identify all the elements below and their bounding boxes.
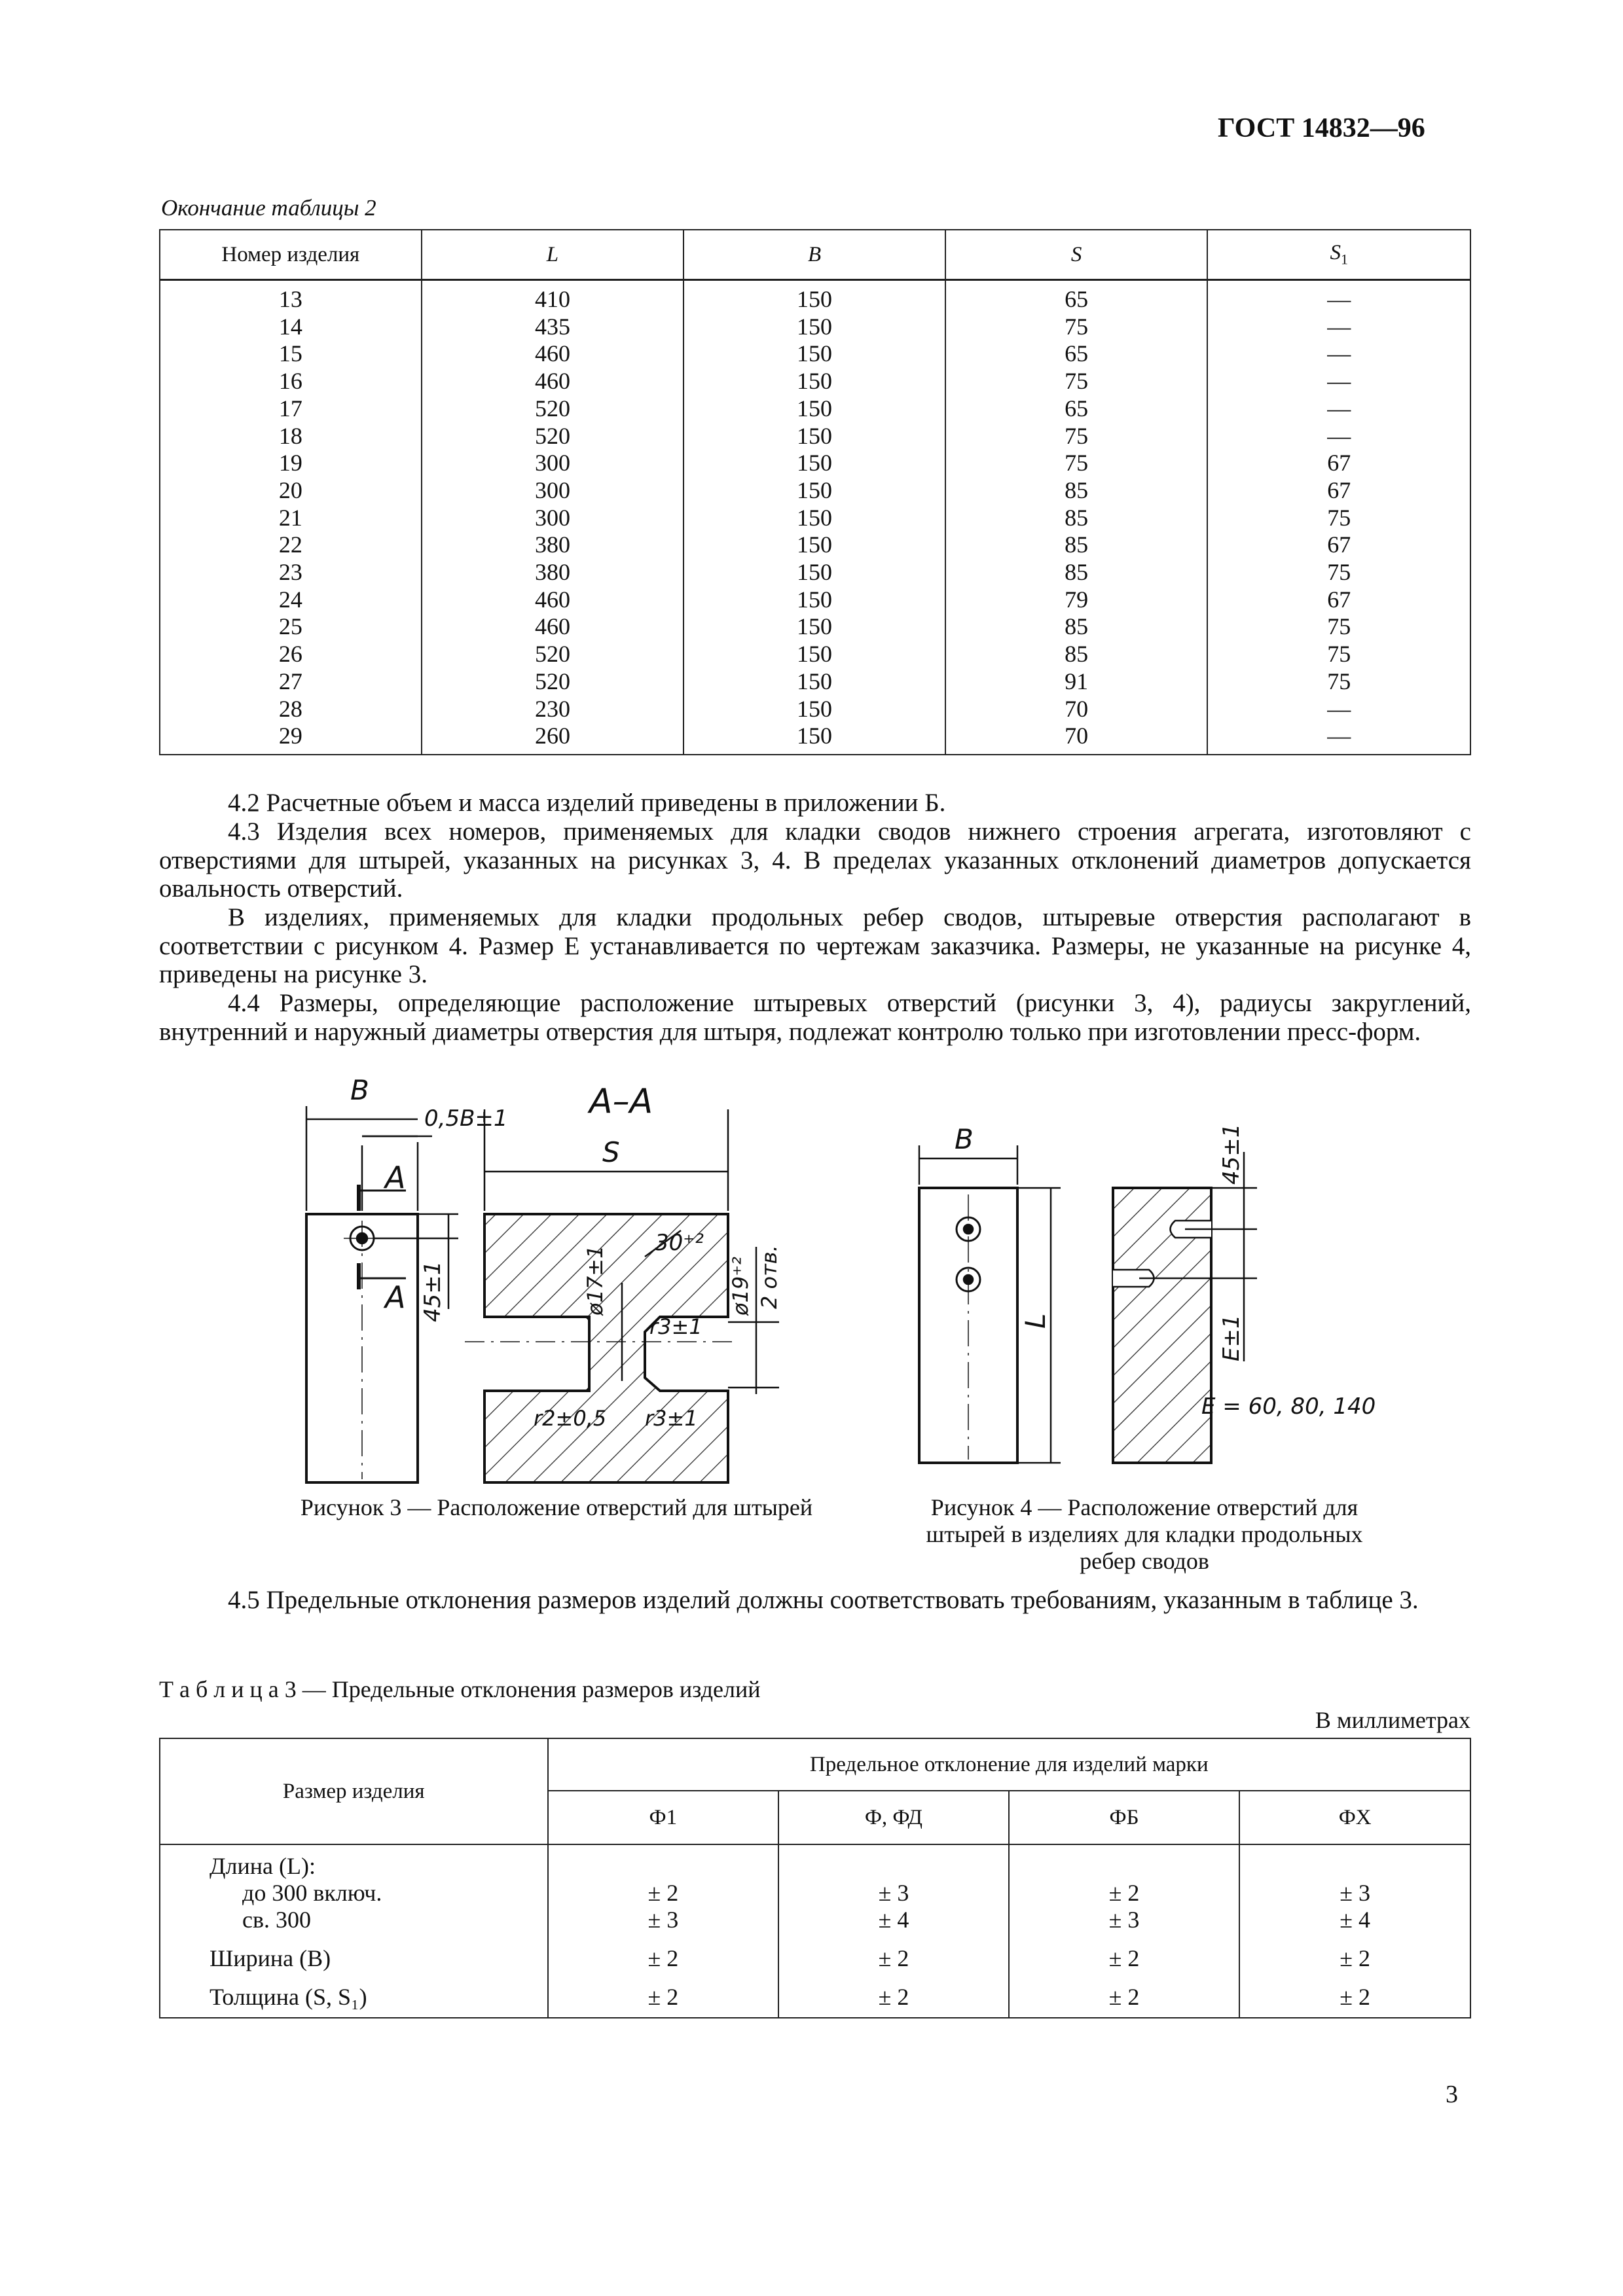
table-cell: 150 (684, 641, 945, 668)
col-header-B: B (684, 230, 945, 280)
table-cell: ± 3 (778, 1880, 1009, 1907)
table3-row-label: Толщина (S, S₁) (160, 1972, 548, 2018)
table-cell: 14 (160, 314, 422, 341)
table-cell: 20 (160, 477, 422, 505)
table-cell (778, 1844, 1009, 1880)
table-cell: 85 (945, 531, 1208, 559)
table-cell: ± 2 (1009, 1880, 1240, 1907)
table-row (160, 641, 1470, 668)
table-cell: 23 (160, 559, 422, 586)
table-row (160, 1907, 1470, 1933)
fig3-label-B: B (350, 1074, 369, 1106)
paragraph-4-3b: В изделиях, применяемых для кладки продольных ребер сводов, штыревые отверстия располагают в соответствии с рисунком 4. Размер E устанавливается по чертежам заказчика. Размеры, не указанные на рисунке 4, приведены на рисунке 3. (159, 903, 1471, 988)
table-cell: 520 (422, 423, 684, 450)
table-cell: 85 (945, 559, 1208, 586)
table-row (160, 280, 1470, 314)
table-row (160, 1972, 1470, 2018)
paragraph-4-5: 4.5 Предельные отклонения размеров изделий должны соответствовать требованиям, указанным в таблице 3. (228, 1586, 1419, 1614)
table3-row-label: Длина (L): (160, 1844, 548, 1880)
col-header-S: S (945, 230, 1208, 280)
fig4-label-E-values: E = 60, 80, 140 (1201, 1393, 1376, 1420)
table-row (160, 505, 1470, 532)
fig3-label-half-b: 0,5B±1 (424, 1105, 508, 1132)
table-cell: 150 (684, 696, 945, 723)
table-row (160, 423, 1470, 450)
table-cell: 75 (1207, 613, 1470, 641)
table-cell: 75 (945, 423, 1208, 450)
table-cell: 75 (945, 368, 1208, 395)
table-row (160, 314, 1470, 341)
table-cell: ± 2 (548, 1972, 779, 2018)
table-cell: 67 (1207, 531, 1470, 559)
table2 (159, 229, 1471, 755)
table3-col-group: Предельное отклонение для изделий марки (548, 1738, 1470, 1791)
table-cell: 150 (684, 586, 945, 614)
table-row (160, 613, 1470, 641)
table-cell: 150 (684, 559, 945, 586)
paragraph-4-4: 4.4 Размеры, определяющие расположение штыревых отверстий (рисунки 3, 4), радиусы закруглений, внутренний и наружный диаметры отверстия для штыря, подлежат контролю только при изготовлении пресс-форм. (159, 989, 1471, 1046)
table-cell: 150 (684, 340, 945, 368)
table-cell: ± 2 (1009, 1933, 1240, 1972)
figure-3-caption: Рисунок 3 — Расположение отверстий для штырей (300, 1494, 813, 1520)
table-cell: 380 (422, 559, 684, 586)
table-cell: — (1207, 314, 1470, 341)
table-row (160, 586, 1470, 614)
fig3-label-section: A–A (589, 1082, 653, 1121)
table3-grade-f1: Ф1 (548, 1791, 779, 1844)
table-cell: 260 (422, 723, 684, 755)
fig3-label-angle: 30⁺² (655, 1230, 704, 1256)
table-cell: 85 (945, 477, 1208, 505)
table-cell: ± 2 (778, 1972, 1009, 2018)
table3-body (160, 1844, 1470, 2018)
table-cell: 300 (422, 505, 684, 532)
table3-row-label: св. 300 (160, 1907, 548, 1933)
table-cell: 75 (1207, 559, 1470, 586)
table-cell: 150 (684, 477, 945, 505)
table-cell: 150 (684, 723, 945, 755)
table-cell: — (1207, 723, 1470, 755)
table-cell: 150 (684, 531, 945, 559)
page-number: 3 (1446, 2081, 1458, 2108)
fig3-label-S: S (602, 1136, 620, 1168)
table-cell: 520 (422, 641, 684, 668)
fig3-label-d17: ø17±1 (583, 1245, 608, 1316)
table-cell: ± 2 (1239, 1933, 1470, 1972)
table-row (160, 477, 1470, 505)
table-cell: 21 (160, 505, 422, 532)
table-cell: 75 (1207, 505, 1470, 532)
fig4-label-B: B (955, 1123, 974, 1155)
table-cell: 460 (422, 340, 684, 368)
fig4-label-L: L (1019, 1313, 1051, 1329)
table-cell: 520 (422, 395, 684, 423)
fig3-label-45: 45±1 (420, 1261, 446, 1322)
table-cell: 150 (684, 668, 945, 696)
table-cell: 25 (160, 613, 422, 641)
table-cell: ± 2 (778, 1933, 1009, 1972)
table-cell (1009, 1844, 1240, 1880)
table-cell: — (1207, 423, 1470, 450)
figure-4-caption: Рисунок 4 — Расположение отверстий для штырей в изделиях для кладки продольных ребер сводов (926, 1494, 1363, 1574)
table-row (160, 1933, 1470, 1972)
table-cell: 27 (160, 668, 422, 696)
table-cell: ± 4 (1239, 1907, 1470, 1933)
fig3-label-A2: A (385, 1280, 406, 1315)
table-cell: — (1207, 340, 1470, 368)
table-cell: — (1207, 696, 1470, 723)
table-cell: 19 (160, 450, 422, 477)
table-cell: 410 (422, 280, 684, 314)
table-cell: 67 (1207, 586, 1470, 614)
table3-grade-fb: ФБ (1009, 1791, 1240, 1844)
table-cell: 67 (1207, 477, 1470, 505)
table-cell: 435 (422, 314, 684, 341)
table-cell: 460 (422, 613, 684, 641)
col-header-S1: $S_1$ (1207, 230, 1470, 280)
table-cell: — (1207, 395, 1470, 423)
table-cell: 22 (160, 531, 422, 559)
paragraph-4-2: 4.2 Расчетные объем и масса изделий приведены в приложении Б. (228, 789, 946, 817)
table-cell: ± 3 (1009, 1907, 1240, 1933)
table-cell: 65 (945, 395, 1208, 423)
table-cell: 65 (945, 340, 1208, 368)
fig3-label-A1: A (385, 1160, 406, 1195)
table-cell: 150 (684, 314, 945, 341)
table2-caption: Окончание таблицы 2 (161, 195, 376, 221)
table-cell: 26 (160, 641, 422, 668)
table-row (160, 340, 1470, 368)
table-cell: ± 3 (548, 1907, 779, 1933)
table-cell: 16 (160, 368, 422, 395)
table3-units: В миллиметрах (1315, 1707, 1470, 1733)
table-row (160, 395, 1470, 423)
table3-col-size: Размер изделия (160, 1738, 548, 1844)
table-cell: 85 (945, 641, 1208, 668)
fig4-label-45: 45±1 (1218, 1123, 1245, 1185)
table-row (160, 450, 1470, 477)
table-row (160, 696, 1470, 723)
figure-4-drawing (903, 1113, 1427, 1479)
table-cell: 65 (945, 280, 1208, 314)
col-header-L: L (422, 230, 684, 280)
table-cell: 15 (160, 340, 422, 368)
standard-header: ГОСТ 14832—96 (1218, 113, 1425, 143)
table2-body (160, 280, 1470, 755)
table-row (160, 723, 1470, 755)
table-cell: 70 (945, 723, 1208, 755)
table-cell: 460 (422, 368, 684, 395)
paragraph-4-3: 4.3 Изделия всех номеров, применяемых для кладки сводов нижнего строения агрегата, изготовляют с отверстиями для штырей, указанных на рисунках 3, 4. В пределах указанных отклонений диаметров допускается овальность отверстий. (159, 817, 1471, 903)
table-cell: — (1207, 368, 1470, 395)
figure-3-drawing (275, 1073, 864, 1492)
table-cell: 24 (160, 586, 422, 614)
table-cell (1239, 1844, 1470, 1880)
table-cell: 28 (160, 696, 422, 723)
table-cell (548, 1844, 779, 1880)
table-cell: 91 (945, 668, 1208, 696)
table-cell: ± 2 (548, 1880, 779, 1907)
table-cell: 150 (684, 505, 945, 532)
table-cell: 17 (160, 395, 422, 423)
table-cell: 75 (945, 450, 1208, 477)
fig3-label-r2: r2±0,5 (534, 1406, 607, 1431)
table3-grade-fh: ФХ (1239, 1791, 1470, 1844)
table-cell: 85 (945, 613, 1208, 641)
table3 (159, 1738, 1471, 2018)
table-cell: 300 (422, 477, 684, 505)
fig3-label-r3b: r3±1 (645, 1406, 698, 1431)
fig3-label-d19: ø19⁺² (728, 1256, 753, 1316)
table-cell: 13 (160, 280, 422, 314)
table-cell: 75 (945, 314, 1208, 341)
table-cell: 67 (1207, 450, 1470, 477)
table-cell: ± 4 (778, 1907, 1009, 1933)
table-row (160, 668, 1470, 696)
table-cell: 85 (945, 505, 1208, 532)
col-header-number: Номер изделия (160, 230, 422, 280)
table-cell: 150 (684, 423, 945, 450)
fig3-label-r3a: r3±1 (649, 1314, 702, 1339)
table-cell: 230 (422, 696, 684, 723)
table-cell: ± 2 (1239, 1972, 1470, 2018)
table-cell: 300 (422, 450, 684, 477)
table-row (160, 1880, 1470, 1907)
table-cell: 79 (945, 586, 1208, 614)
table-cell: 520 (422, 668, 684, 696)
table-cell: 150 (684, 368, 945, 395)
table-cell: 75 (1207, 641, 1470, 668)
fig4-label-E: E±1 (1218, 1314, 1245, 1361)
table-cell: 150 (684, 280, 945, 314)
table-cell: 29 (160, 723, 422, 755)
table3-row-label: Ширина (B) (160, 1933, 548, 1972)
table-cell: 380 (422, 531, 684, 559)
table-cell: ± 2 (1009, 1972, 1240, 2018)
table-cell: ± 3 (1239, 1880, 1470, 1907)
table-cell: 18 (160, 423, 422, 450)
table-cell: — (1207, 280, 1470, 314)
table-cell: 150 (684, 450, 945, 477)
table-row (160, 368, 1470, 395)
table3-row-label: до 300 включ. (160, 1880, 548, 1907)
table-cell: ± 2 (548, 1933, 779, 1972)
fig3-label-holes: 2 отв. (757, 1245, 782, 1309)
table-cell: 150 (684, 613, 945, 641)
table3-grade-f-fd: Ф, ФД (778, 1791, 1009, 1844)
table-row (160, 531, 1470, 559)
table-cell: 70 (945, 696, 1208, 723)
table-row (160, 1844, 1470, 1880)
table-cell: 75 (1207, 668, 1470, 696)
table-cell: 150 (684, 395, 945, 423)
table-cell: 460 (422, 586, 684, 614)
table-row (160, 559, 1470, 586)
table3-title: Т а б л и ц а 3 — Предельные отклонения размеров изделий (159, 1676, 761, 1702)
